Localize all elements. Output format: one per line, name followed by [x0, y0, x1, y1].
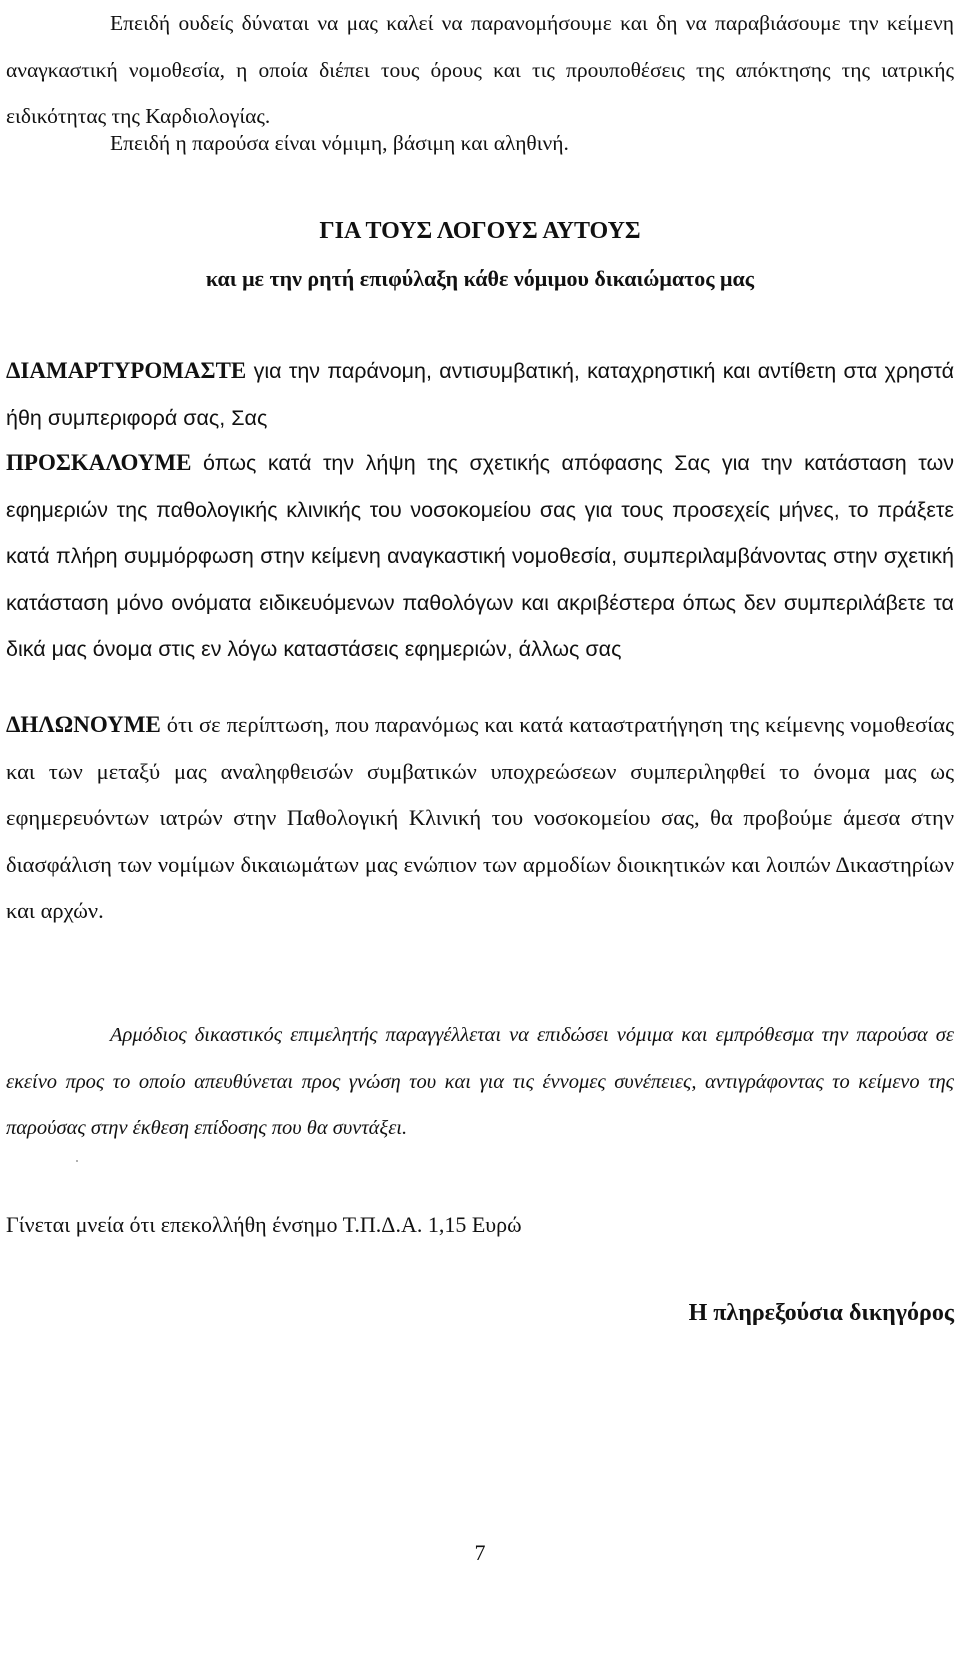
declare-keyword: ΔΗΛΩΝΟΥΜΕ: [6, 712, 161, 737]
paragraph-2: Επειδή η παρούσα είναι νόμιμη, βάσιμη και αληθινή.: [110, 131, 569, 155]
protest-text: για την παράνομη, αντισυμβατική, καταχρηστική και αντίθετη στα χρηστά ήθη συμπεριφορά σας, Σας: [6, 359, 954, 430]
protest-keyword: ΔΙΑΜΑΡΤΥΡΟΜΑΣΤΕ: [6, 358, 247, 383]
stray-dot: [76, 1160, 78, 1162]
page-number: 7: [474, 1540, 486, 1565]
invite-paragraph: [6, 440, 954, 673]
heading-reservation: και με την ρητή επιφύλαξη κάθε νόμιμου δικαιώματος μας: [205, 266, 755, 291]
bailiff-note: Αρμόδιος δικαστικός επιμελητής παραγγέλλεται να επιδώσει νόμιμα και εμπρόθεσμα την παρούσα σε εκείνο προς το οποίο απευθύνεται προς γνώση του και για τις έννομες συνέπειες, αντιγράφοντας το κείμενο της παρούσας στην έκθεση επίδοσης που θα συντάξει.: [6, 1024, 954, 1139]
protest-paragraph: [6, 348, 954, 441]
invite-text: όπως κατά την λήψη της σχετικής απόφασης Σας για την κατάσταση των εφημεριών της παθολογικής κλινικής του νοσοκομείου σας για τους προσεχείς μήνες, το πράξετε κατά πλήρη συμμόρφωση στην κείμενη αναγκαστική νομοθεσία, συμπεριλαμβάνοντας στην σχετική κατάσταση μόνο ονόματα ειδικευόμενων παθολόγων και ακριβέστερα όπως δεν συμπεριλάβετε τα δικά μας όνομα στις εν λόγω καταστάσεις εφημεριών, άλλως σας: [6, 451, 954, 661]
declare-text: ότι σε περίπτωση, που παρανόμως και κατά καταστρατήγηση της κείμενης νομοθεσίας και των μεταξύ μας αναληφθεισών συμβατικών υποχρεώσεων συμπεριληφθεί το όνομα μας ως εφημερευόντων ιατρών στην Παθολογική Κλινική του νοσοκομείου σας, θα προβούμε άμεσα στην διασφάλιση των νομίμων δικαιωμάτων μας ενώπιον των αρμοδίων διοικητικών και λοιπών Δικαστηρίων και αρχών.: [6, 712, 954, 923]
signature-line: Η πληρεξούσια δικηγόρος: [688, 1300, 954, 1326]
heading-reasons: ΓΙΑ ΤΟΥΣ ΛΟΓΟΥΣ ΑΥΤΟΥΣ: [319, 218, 641, 244]
invite-keyword: ΠΡΟΣΚΑΛΟΥΜΕ: [6, 450, 192, 475]
paragraph-1: Επειδή ουδείς δύναται να μας καλεί να παρανομήσουμε και δη να παραβιάσουμε την κείμενη αναγκαστική νομοθεσία, η οποία διέπει τους όρους και τις προυποθέσεις της απόκτησης της ιατρικής ειδικότητας της Καρδιολογίας.: [6, 11, 954, 128]
stamp-note: Γίνεται μνεία ότι επεκολλήθη ένσημο Τ.Π.Δ.Α. 1,15 Ευρώ: [6, 1212, 522, 1237]
declare-paragraph: [6, 702, 954, 935]
